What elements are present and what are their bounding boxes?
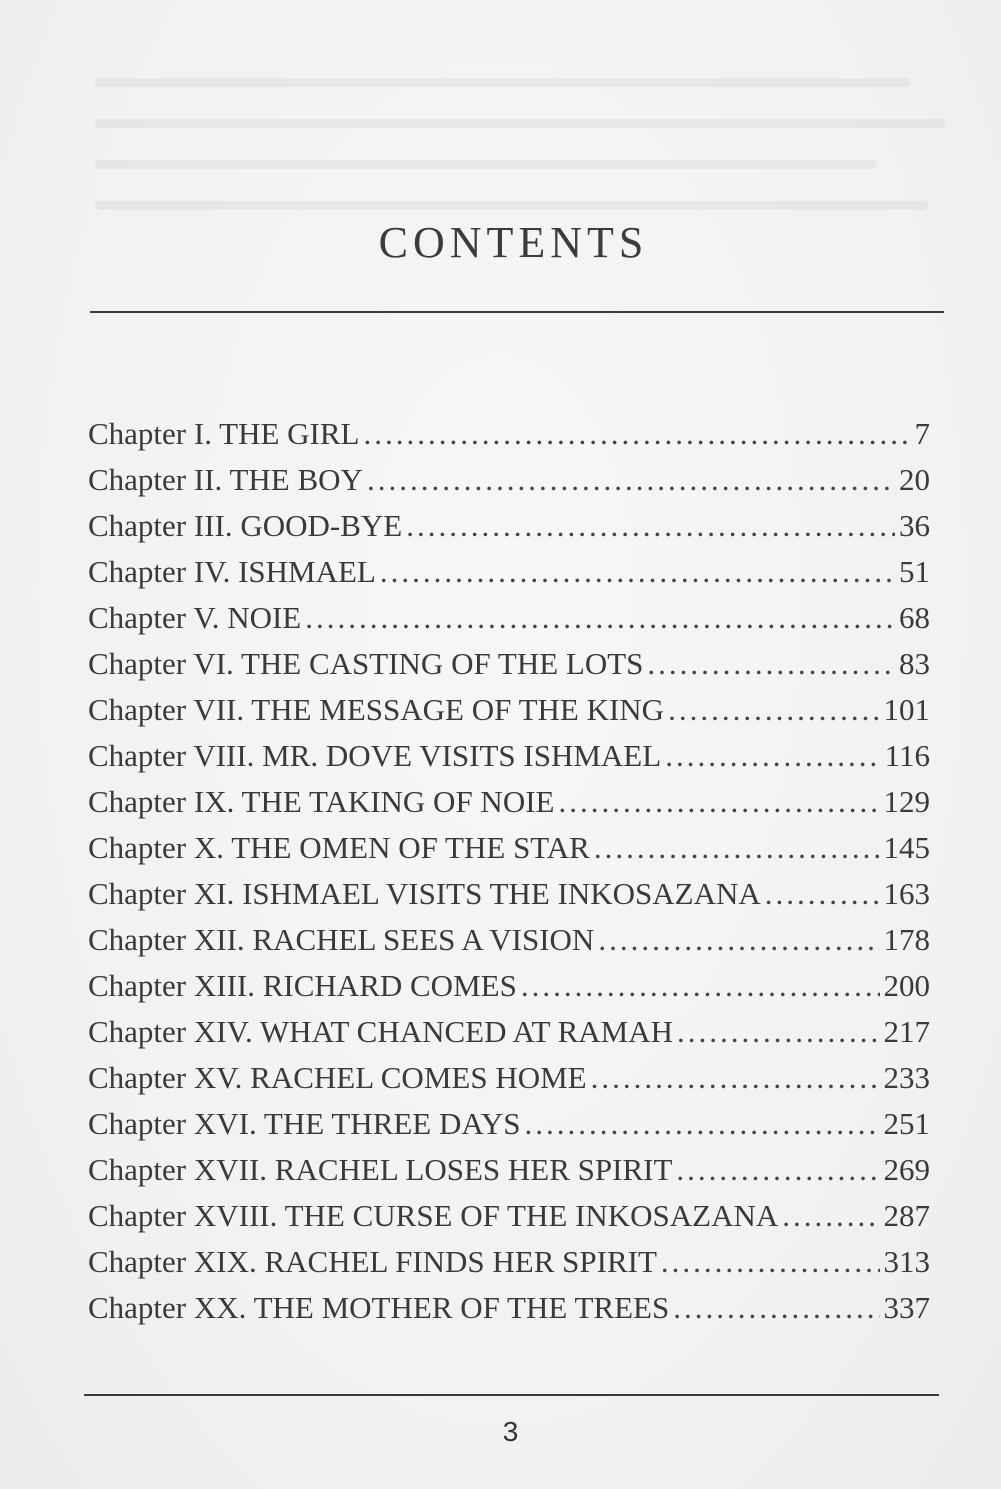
toc-entry bbox=[88, 917, 930, 963]
toc-entry bbox=[88, 1009, 930, 1055]
chapter-title: Chapter VIII. MR. DOVE VISITS ISHMAEL bbox=[88, 738, 662, 773]
toc-entry bbox=[88, 411, 930, 457]
toc-entry bbox=[88, 503, 930, 549]
toc-entry bbox=[88, 457, 930, 503]
top-rule bbox=[90, 311, 944, 313]
toc-entry bbox=[88, 779, 930, 825]
chapter-page-number: 337 bbox=[883, 1290, 930, 1325]
chapter-title: Chapter XII. RACHEL SEES A VISION bbox=[88, 922, 595, 957]
chapter-title: Chapter XIII. RICHARD COMES bbox=[88, 968, 517, 1003]
chapter-page-number: 20 bbox=[899, 462, 930, 497]
chapter-page-number: 233 bbox=[883, 1060, 930, 1095]
dot-leader bbox=[525, 1101, 880, 1147]
chapter-page-number: 200 bbox=[883, 968, 930, 1003]
chapter-page-number: 36 bbox=[899, 508, 930, 543]
dot-leader bbox=[765, 871, 880, 917]
page-number: 3 bbox=[502, 1416, 519, 1447]
chapter-title: Chapter XV. RACHEL COMES HOME bbox=[88, 1060, 587, 1095]
toc-entry bbox=[88, 687, 930, 733]
dot-leader bbox=[676, 1147, 879, 1193]
toc-entry bbox=[88, 1285, 930, 1331]
chapter-title: Chapter XVI. THE THREE DAYS bbox=[88, 1106, 521, 1141]
chapter-title: Chapter III. GOOD-BYE bbox=[88, 508, 403, 543]
toc-entry bbox=[88, 963, 930, 1009]
chapter-page-number: 68 bbox=[899, 600, 930, 635]
chapter-title: Chapter IV. ISHMAEL bbox=[88, 554, 376, 589]
toc-entry bbox=[88, 595, 930, 641]
dot-leader bbox=[591, 1055, 880, 1101]
chapter-page-number: 116 bbox=[884, 738, 930, 773]
dot-leader bbox=[647, 641, 895, 687]
chapter-page-number: 287 bbox=[883, 1198, 930, 1233]
chapter-title: Chapter VI. THE CASTING OF THE LOTS bbox=[88, 646, 644, 681]
chapter-page-number: 313 bbox=[883, 1244, 930, 1279]
chapter-page-number: 163 bbox=[883, 876, 930, 911]
dot-leader bbox=[673, 1285, 879, 1331]
dot-leader bbox=[406, 503, 895, 549]
toc-entry bbox=[88, 1239, 930, 1285]
chapter-page-number: 83 bbox=[899, 646, 930, 681]
chapter-title: Chapter XIV. WHAT CHANCED AT RAMAH bbox=[88, 1014, 674, 1049]
toc-entry bbox=[88, 733, 930, 779]
dot-leader bbox=[558, 779, 879, 825]
dot-leader bbox=[594, 825, 880, 871]
dot-leader bbox=[782, 1193, 879, 1239]
chapter-page-number: 101 bbox=[883, 692, 930, 727]
toc-list bbox=[88, 411, 930, 1331]
toc-entry bbox=[88, 1147, 930, 1193]
chapter-title: Chapter I. THE GIRL bbox=[88, 416, 360, 451]
chapter-page-number: 251 bbox=[883, 1106, 930, 1141]
toc-entry bbox=[88, 641, 930, 687]
chapter-page-number: 7 bbox=[914, 416, 930, 451]
chapter-page-number: 145 bbox=[883, 830, 930, 865]
chapter-page-number: 129 bbox=[883, 784, 930, 819]
dot-leader bbox=[363, 411, 910, 457]
chapter-title: Chapter IX. THE TAKING OF NOIE bbox=[88, 784, 555, 819]
dot-leader bbox=[367, 457, 895, 503]
toc-entry bbox=[88, 825, 930, 871]
contents-title: CONTENTS bbox=[378, 218, 649, 267]
dot-leader bbox=[598, 917, 879, 963]
toc-entry bbox=[88, 1193, 930, 1239]
chapter-title: Chapter X. THE OMEN OF THE STAR bbox=[88, 830, 590, 865]
chapter-title: Chapter V. NOIE bbox=[88, 600, 302, 635]
chapter-title: Chapter XVII. RACHEL LOSES HER SPIRIT bbox=[88, 1152, 673, 1187]
toc-entry bbox=[88, 1055, 930, 1101]
dot-leader bbox=[677, 1009, 879, 1055]
toc-entry bbox=[88, 549, 930, 595]
dot-leader bbox=[665, 733, 880, 779]
chapter-page-number: 51 bbox=[899, 554, 930, 589]
chapter-title: Chapter XVIII. THE CURSE OF THE INKOSAZANA bbox=[88, 1198, 779, 1233]
dot-leader bbox=[305, 595, 895, 641]
chapter-title: Chapter XIX. RACHEL FINDS HER SPIRIT bbox=[88, 1244, 657, 1279]
toc-entry bbox=[88, 1101, 930, 1147]
chapter-page-number: 269 bbox=[883, 1152, 930, 1187]
chapter-title: Chapter XX. THE MOTHER OF THE TREES bbox=[88, 1290, 670, 1325]
chapter-title: Chapter XI. ISHMAEL VISITS THE INKOSAZANA bbox=[88, 876, 761, 911]
dot-leader bbox=[521, 963, 880, 1009]
bottom-rule bbox=[84, 1394, 939, 1396]
dot-leader bbox=[661, 1239, 880, 1285]
chapter-title: Chapter VII. THE MESSAGE OF THE KING bbox=[88, 692, 665, 727]
toc-entry bbox=[88, 871, 930, 917]
chapter-page-number: 217 bbox=[883, 1014, 930, 1049]
chapter-page-number: 178 bbox=[883, 922, 930, 957]
dot-leader bbox=[380, 549, 895, 595]
chapter-title: Chapter II. THE BOY bbox=[88, 462, 363, 497]
dot-leader bbox=[668, 687, 879, 733]
